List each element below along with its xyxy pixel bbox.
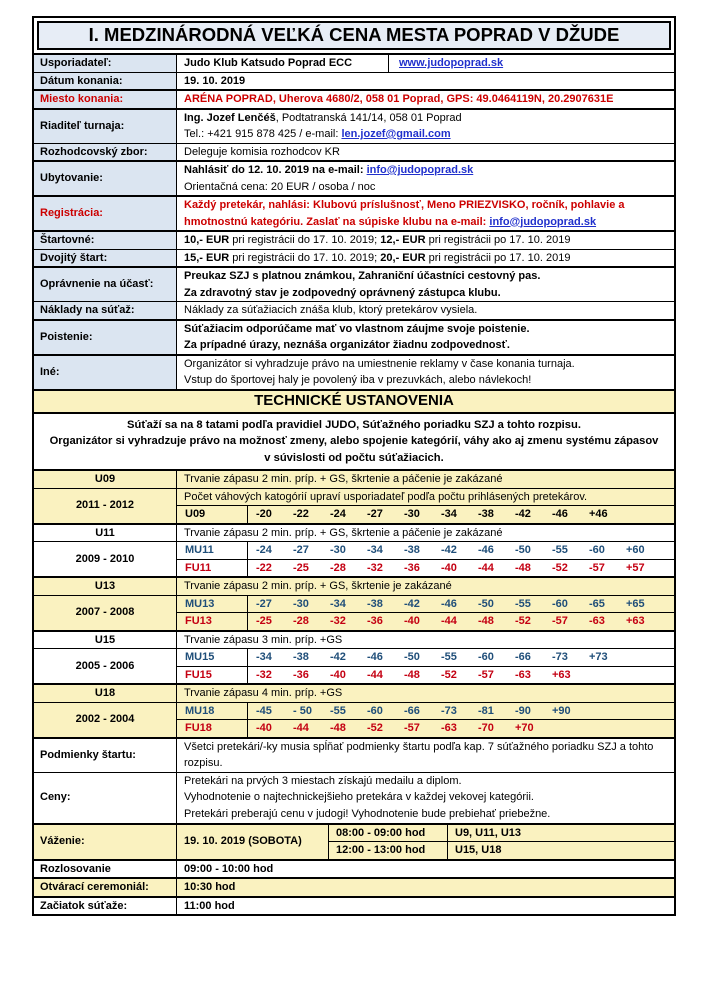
weight-value: -73: [441, 704, 457, 717]
director-phone: Tel.: +421 915 878 425 / e-mail:: [184, 128, 342, 140]
weight-value: -55: [515, 597, 531, 610]
label-poistenie: Poistenie:: [34, 321, 177, 354]
row-miesto: [34, 89, 674, 108]
entry-fee: 10,- EUR pri registrácii do 17. 10. 2019; 12,- EUR pri registrácii po 17. 10. 2019: [184, 234, 571, 246]
label-vazenie: Váženie:: [34, 825, 177, 859]
weight-value: -60: [367, 704, 383, 717]
accommodation-line1: [184, 162, 670, 179]
weight-value: -34: [441, 508, 457, 520]
label-datum: Dátum konania:: [34, 73, 177, 90]
accommodation-email-link[interactable]: info@judopoprad.sk: [366, 164, 474, 176]
weight-value: -57: [404, 722, 420, 734]
category-duration: Trvanie zápasu 4 min. príp. +GS: [184, 687, 343, 699]
weight-value: +70: [515, 722, 534, 734]
document-title: I. MEDZINÁRODNÁ VEĽKÁ CENA MESTA POPRAD V DŽUDE: [37, 21, 671, 50]
weight-value: -36: [404, 561, 420, 574]
weight-categories-note: Počet váhových katogórií upraví usporiadateľ podľa počtu prihlásených pretekárov.: [184, 490, 588, 503]
weight-value: -66: [515, 651, 531, 663]
weight-value: -44: [367, 668, 383, 681]
weight-row: [177, 612, 674, 630]
weight-value: -44: [478, 561, 494, 574]
director-email-link[interactable]: len.jozef@gmail.com: [341, 128, 451, 140]
weight-value: -42: [441, 544, 457, 556]
weight-value: -52: [552, 561, 568, 574]
weight-value: -55: [552, 544, 568, 556]
weight-class-label: FU13: [177, 613, 248, 630]
category-code: U09: [34, 471, 177, 488]
category-code: U13: [34, 578, 177, 595]
weight-value: -44: [293, 722, 309, 734]
weight-value: -22: [256, 561, 272, 574]
weight-value: -27: [293, 544, 309, 556]
weight-value: -57: [552, 615, 568, 627]
registration-email-link[interactable]: info@judopoprad.sk: [489, 215, 597, 228]
weight-value: -70: [478, 722, 494, 734]
label-rozhodcovia: Rozhodcovský zbor:: [34, 144, 177, 161]
weight-value: -46: [441, 597, 457, 610]
label-rozlosovanie: Rozlosovanie: [34, 861, 177, 878]
weight-value: -20: [256, 508, 272, 520]
label-podmienky: Podmienky štartu:: [34, 739, 177, 772]
label-ubytovanie: Ubytovanie:: [34, 162, 177, 195]
label-riaditel: Riaditeľ turnaja:: [34, 110, 177, 143]
weight-value: +57: [626, 561, 645, 574]
row-podmienky: [34, 737, 674, 772]
prizes-line2: Vyhodnotenie o najtechnickejšieho pretekára v každej vekovej kategórii.: [184, 791, 534, 804]
start-conditions: Všetci pretekári/-ky musia spĺňať podmienky štartu podľa kap. 7 súťažného poriadku SZJ a tohto rozpisu.: [184, 740, 654, 769]
label-dvojity: Dvojitý štart:: [34, 250, 177, 267]
weight-value: -65: [589, 597, 605, 610]
category-code: U11: [34, 525, 177, 542]
weight-value: -81: [478, 704, 494, 717]
category-u15: [34, 630, 674, 684]
eligibility-line1: Preukaz SZJ s platnou známkou, Zahraniční účastníci cestovný pas.: [184, 270, 541, 282]
director-line2: [184, 126, 670, 143]
weight-value: -24: [330, 508, 346, 520]
weight-value: -30: [404, 508, 420, 520]
weight-row: [177, 542, 674, 559]
weight-value: -42: [515, 508, 531, 520]
weight-note-row: [177, 489, 674, 506]
weight-row: [177, 719, 674, 737]
weight-value: -27: [256, 597, 272, 610]
row-startovne: [34, 230, 674, 249]
weight-value: -25: [256, 615, 272, 627]
weighin-slot-groups: U15, U18: [455, 844, 502, 856]
row-opravnenie: [34, 266, 674, 301]
weight-value: -73: [552, 651, 568, 663]
weight-class-label: FU18: [177, 720, 248, 737]
weight-value: - 50: [293, 704, 312, 717]
category-duration: Trvanie zápasu 2 min. príp. + GS, škrtenie je zakázané: [184, 580, 452, 592]
weight-value: -63: [515, 668, 531, 681]
weight-row: [177, 666, 674, 684]
insurance-line2: Za prípadné úrazy, neznáša organizátor žiadnu zodpovednosť.: [184, 339, 510, 351]
eligibility-line2: Za zdravotný stav je zodpovedný oprávnený zástupca klubu.: [184, 286, 501, 299]
row-riaditel: [34, 108, 674, 143]
category-years: 2011 - 2012: [34, 489, 177, 523]
draw-time: 09:00 - 10:00 hod: [184, 862, 274, 875]
weight-value: -34: [256, 651, 272, 663]
category-duration: Trvanie zápasu 3 min. príp. +GS: [184, 633, 343, 646]
director-name: Ing. Jozef Lenčéš: [184, 111, 276, 124]
weight-value: -34: [367, 544, 383, 556]
weight-values: [248, 542, 663, 559]
weight-value: -45: [256, 704, 272, 717]
weight-values: [248, 596, 663, 613]
weight-value: -52: [367, 722, 383, 734]
weight-value: -46: [478, 544, 494, 556]
weight-value: -60: [552, 597, 568, 610]
row-rozlosovanie: [34, 859, 674, 878]
weight-value: -24: [256, 544, 272, 556]
weight-value: -38: [404, 544, 420, 556]
weight-value: +46: [589, 508, 608, 520]
row-ine: [34, 354, 674, 389]
weight-value: -52: [441, 668, 457, 681]
label-ceny: Ceny:: [34, 773, 177, 823]
weighin-slot: [329, 841, 674, 859]
row-naklady: [34, 301, 674, 319]
weight-value: -52: [515, 615, 531, 627]
weight-value: -48: [404, 668, 420, 681]
weight-value: -60: [478, 651, 494, 663]
weight-value: +60: [626, 544, 645, 556]
weight-value: -63: [441, 722, 457, 734]
category-duration: Trvanie zápasu 2 min. príp. + GS, škrtenie a páčenie je zakázané: [184, 473, 503, 485]
label-usporiadatel: Usporiadateľ:: [34, 55, 177, 72]
weight-value: -34: [330, 597, 346, 610]
weight-values: [248, 506, 626, 523]
row-ceremonial: [34, 877, 674, 896]
weight-value: -90: [515, 704, 531, 717]
weight-value: -44: [441, 615, 457, 627]
weight-value: -40: [256, 722, 272, 734]
insurance-line1: Súťažiacim odporúčame mať vo vlastnom záujme svoje poistenie.: [184, 322, 530, 335]
weighin-date: 19. 10. 2019 (SOBOTA): [177, 825, 329, 859]
weight-row: [177, 649, 674, 666]
weight-value: -48: [478, 615, 494, 627]
weighin-slot-time: 12:00 - 13:00 hod: [329, 842, 448, 859]
weight-values: [248, 667, 589, 684]
weight-value: -32: [256, 668, 272, 681]
referees-value: Deleguje komisia rozhodcov KR: [184, 145, 340, 158]
weight-value: -40: [404, 615, 420, 627]
category-years: 2005 - 2006: [34, 649, 177, 683]
weight-value: -42: [330, 651, 346, 663]
entry-fee-early: 10,- EUR: [184, 234, 230, 246]
weight-class-label: MU11: [177, 542, 248, 559]
weight-value: -63: [589, 615, 605, 627]
category-years: 2007 - 2008: [34, 596, 177, 630]
weight-value: -46: [552, 508, 568, 520]
category-u09: [34, 469, 674, 523]
director-address: , Podtatranská 141/14, 058 01 Poprad: [275, 111, 462, 124]
category-u13: [34, 576, 674, 630]
director-line1: [184, 110, 670, 127]
other-line2: Vstup do športovej haly je povolený iba v prezuvkách, alebo návlekoch!: [184, 374, 532, 386]
weight-value: -30: [293, 597, 309, 610]
row-rozhodcovia: [34, 143, 674, 161]
category-duration: Trvanie zápasu 2 min. príp. + GS, škrtenie a páčenie je zakázané: [184, 526, 503, 539]
weight-class-label: MU13: [177, 596, 248, 613]
weight-class-label: MU15: [177, 649, 248, 666]
technical-header: TECHNICKÉ USTANOVENIA: [34, 389, 674, 412]
weight-value: -27: [367, 508, 383, 520]
label-ceremonial: Otvárací ceremoniál:: [34, 879, 177, 896]
registration-text: [177, 197, 674, 230]
accommodation-deadline: Nahlásiť do 12. 10. 2019 na e-mail:: [184, 164, 367, 176]
weight-value: -40: [441, 561, 457, 574]
weighin-slot: [329, 825, 674, 842]
accommodation-line2: Orientačná cena: 20 EUR / osoba / noc: [184, 180, 376, 193]
weight-value: -36: [293, 668, 309, 681]
double-fee-early: 15,- EUR: [184, 251, 230, 264]
weight-value: -57: [589, 561, 605, 574]
row-poistenie: [34, 319, 674, 354]
row-datum: [34, 72, 674, 90]
weight-value: -48: [330, 722, 346, 734]
weight-value: -55: [330, 704, 346, 717]
weight-value: +73: [589, 651, 608, 663]
weight-value: -28: [330, 561, 346, 574]
row-vazenie: [34, 823, 674, 859]
weight-value: -32: [330, 615, 346, 627]
weight-class-label: U09: [177, 506, 248, 523]
weight-value: +63: [626, 615, 645, 627]
label-opravnenie: Oprávnenie na účasť:: [34, 268, 177, 301]
category-code: U15: [34, 632, 177, 649]
category-code: U18: [34, 685, 177, 702]
weight-values: [248, 649, 626, 666]
row-zaciatok: [34, 896, 674, 915]
weight-class-label: FU15: [177, 667, 248, 684]
row-ubytovanie: [34, 160, 674, 195]
category-u11: [34, 523, 674, 577]
weight-value: -30: [330, 544, 346, 556]
event-date: 19. 10. 2019: [184, 74, 246, 87]
weight-class-label: MU18: [177, 703, 248, 720]
competition-start-time: 11:00 hod: [184, 899, 235, 912]
row-registracia: [34, 195, 674, 230]
weight-row: [177, 559, 674, 577]
row-dvojity: [34, 249, 674, 267]
organizer-name: Judo Klub Katsudo Poprad ECC: [177, 55, 389, 72]
weight-value: -32: [367, 561, 383, 574]
label-registracia: Registrácia:: [34, 197, 177, 230]
weight-value: -48: [515, 561, 531, 574]
weight-value: -60: [589, 544, 605, 556]
category-years: 2009 - 2010: [34, 542, 177, 576]
weight-value: -28: [293, 615, 309, 627]
row-ceny: [34, 772, 674, 823]
weight-value: -57: [478, 668, 494, 681]
weight-values: [248, 560, 663, 577]
technical-intro-line2: Organizátor si vyhradzuje právo na možnosť zmeny, alebo spojenie kategórií, váhy ako aj zmenu systému zápasov v súvislosti od počtu súťažiacich.: [49, 435, 659, 464]
label-miesto: Miesto konania:: [34, 91, 177, 108]
weight-values: [248, 720, 552, 737]
weight-value: -46: [367, 651, 383, 663]
weight-value: +90: [552, 704, 571, 717]
weight-value: +65: [626, 597, 645, 610]
category-u18: [34, 683, 674, 737]
row-usporiadatel: [34, 53, 674, 72]
label-startovne: Štartovné:: [34, 232, 177, 249]
weight-row: [177, 505, 674, 523]
double-start-fee: 15,- EUR pri registrácii do 17. 10. 2019; 20,- EUR pri registrácii po 17. 10. 2019: [184, 251, 571, 264]
entry-fee-late: 12,- EUR: [380, 234, 426, 246]
prizes-line1: Pretekári na prvých 3 miestach získajú medailu a diplom.: [184, 774, 462, 787]
weight-value: -38: [478, 508, 494, 520]
prizes-line3: Pretekári preberajú cenu v judogi! Vyhodnotenie bude prebiehať priebežne.: [184, 807, 551, 820]
weight-values: [248, 613, 663, 630]
double-fee-late: 20,- EUR: [380, 251, 426, 264]
label-zaciatok: Začiatok súťaže:: [34, 898, 177, 915]
opening-ceremony-time: 10:30 hod: [184, 881, 236, 893]
weight-value: -38: [367, 597, 383, 610]
tournament-document: [32, 16, 676, 916]
weight-values: [248, 703, 589, 720]
label-ine: Iné:: [34, 356, 177, 389]
registration-instructions: Každý pretekár, nahlási: Klubovú príslušnosť, Meno PRIEZVISKO, ročník, pohlavie a hmotnostnú kategóriu. Zaslať na súpiske klubu na e-mail:: [184, 199, 625, 228]
weight-value: -25: [293, 561, 309, 574]
venue-address: ARÉNA POPRAD, Uherova 4680/2, 058 01 Poprad, GPS: 49.0464119N, 20.2907631E: [184, 93, 614, 105]
website-link[interactable]: www.judopoprad.sk: [399, 57, 504, 69]
costs-value: Náklady za súťažiacich znáša klub, ktorý pretekárov vysiela.: [184, 304, 478, 316]
weight-value: -22: [293, 508, 309, 520]
technical-intro: [34, 412, 674, 470]
other-line1: Organizátor si vyhradzuje právo na umiestnenie reklamy v čase konania turnaja.: [184, 357, 575, 370]
weight-value: -36: [367, 615, 383, 627]
weight-value: -38: [293, 651, 309, 663]
weight-class-label: FU11: [177, 560, 248, 577]
weight-row: [177, 703, 674, 720]
weight-row: [177, 596, 674, 613]
weighin-slot-groups: U9, U11, U13: [455, 826, 522, 839]
weight-value: -42: [404, 597, 420, 610]
weight-value: -40: [330, 668, 346, 681]
category-years: 2002 - 2004: [34, 703, 177, 737]
weight-value: +63: [552, 668, 571, 681]
label-naklady: Náklady na súťaž:: [34, 302, 177, 319]
technical-intro-line1: Súťaží sa na 8 tatami podľa pravidiel JUDO, Súťažného poriadku SZJ a tohto rozpisu.: [127, 418, 581, 431]
weight-value: -50: [515, 544, 531, 556]
weight-value: -55: [441, 651, 457, 663]
weight-value: -66: [404, 704, 420, 717]
weight-value: -50: [404, 651, 420, 663]
weighin-slot-time: 08:00 - 09:00 hod: [329, 825, 448, 842]
weight-value: -50: [478, 597, 494, 610]
